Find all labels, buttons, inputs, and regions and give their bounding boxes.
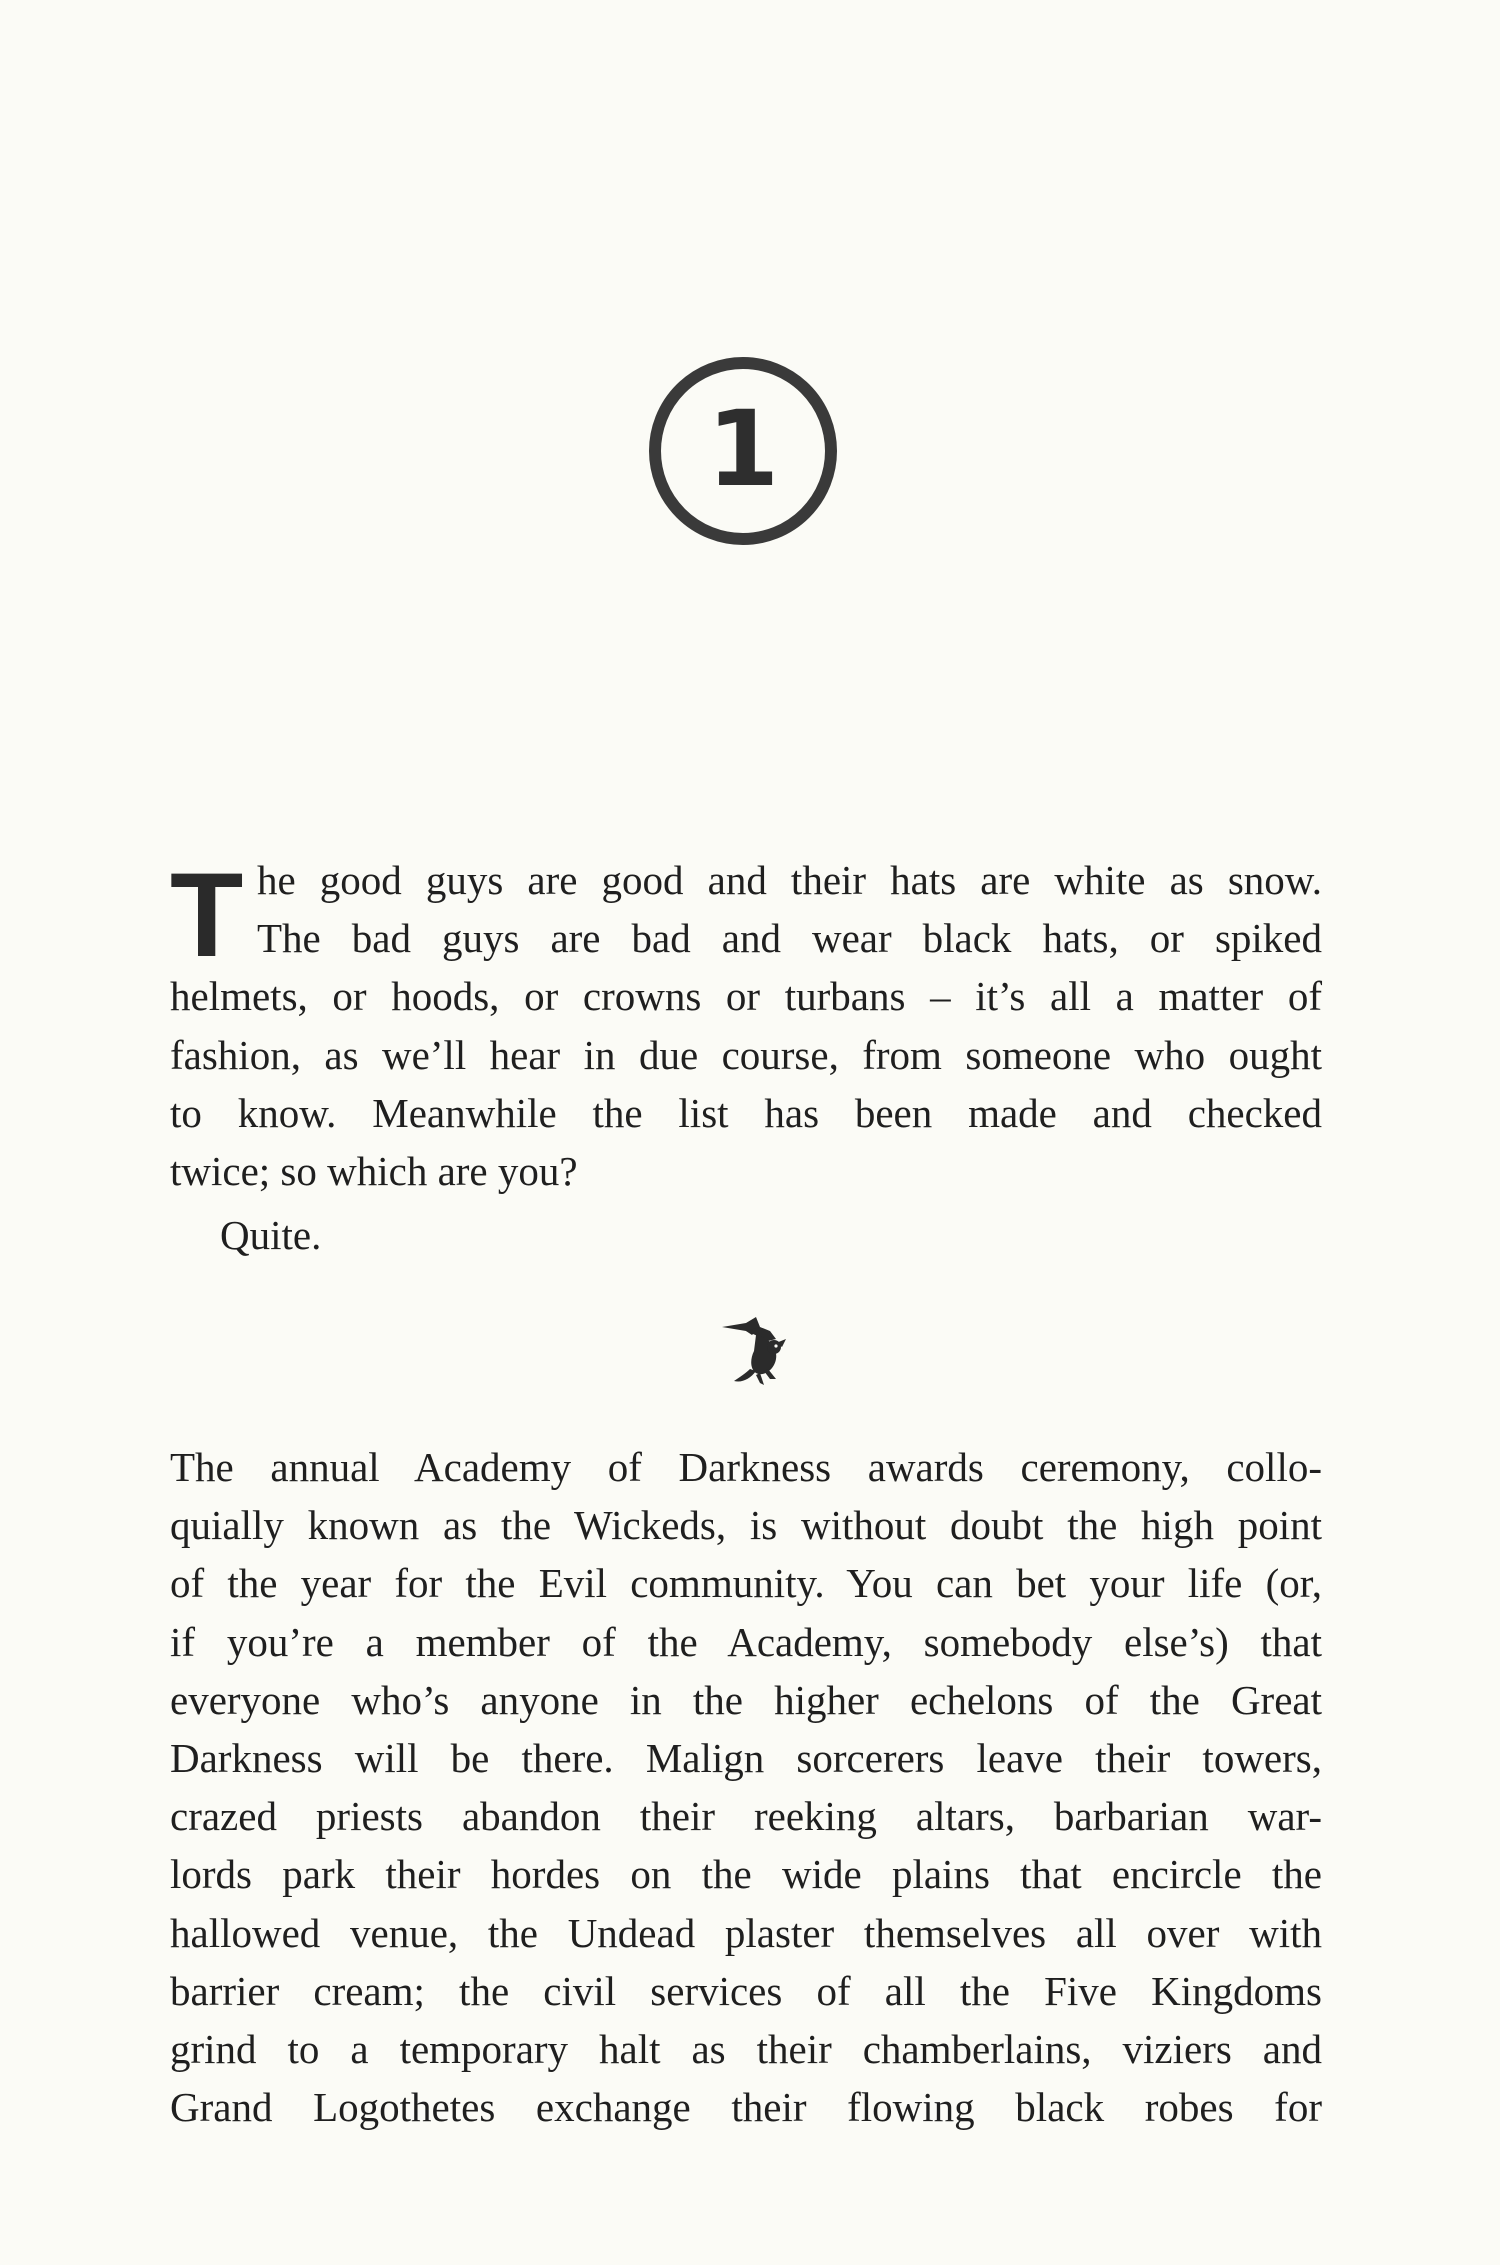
- paragraph-line: he good guys are good and their hats are white as snow.: [257, 857, 1322, 903]
- paragraph-line: barrier cream; the civil services of all the Five Kingdoms: [170, 1967, 1322, 2014]
- paragraph-line: crazed priests abandon their reeking altars, barbarian war-: [170, 1793, 1322, 1840]
- short-paragraph: Quite.: [220, 1212, 322, 1258]
- opening-paragraph: [170, 848, 1322, 1200]
- paragraph-line: The bad guys are bad and wear black hats, or spiked: [257, 915, 1322, 962]
- paragraph-line: hallowed venue, the Undead plaster themselves all over with: [170, 1909, 1322, 1956]
- chapter-number-badge: [649, 357, 837, 545]
- drop-cap: T: [170, 848, 244, 982]
- paragraph-line: Grand Logothetes exchange their flowing black robes for: [170, 2084, 1322, 2131]
- paragraph-line: fashion, as we’ll hear in due course, from someone who ought: [170, 1031, 1322, 1078]
- paragraph-line: to know. Meanwhile the list has been made and checked: [170, 1089, 1322, 1136]
- main-paragraph: [170, 1438, 1322, 2136]
- gargoyle-dragon-ornament-icon: [716, 1313, 796, 1393]
- paragraph-line: twice; so which are you?: [170, 1148, 578, 1195]
- chapter-number: 1: [706, 388, 780, 510]
- paragraph-line: of the year for the Evil community. You can bet your life (or,: [170, 1560, 1322, 1607]
- paragraph-line: quially known as the Wickeds, is without doubt the high point: [170, 1502, 1322, 1549]
- paragraph-line: The annual Academy of Darkness awards ceremony, collo-: [170, 1444, 1322, 1490]
- paragraph-line: Darkness will be there. Malign sorcerers leave their towers,: [170, 1735, 1322, 1782]
- paragraph-line: grind to a temporary halt as their chamberlains, viziers and: [170, 2026, 1322, 2073]
- paragraph-line: lords park their hordes on the wide plains that encircle the: [170, 1851, 1322, 1898]
- paragraph-line: helmets, or hoods, or crowns or turbans – it’s all a matter of: [170, 973, 1322, 1020]
- paragraph-line: everyone who’s anyone in the higher echelons of the Great: [170, 1676, 1322, 1723]
- paragraph-line: if you’re a member of the Academy, somebody else’s) that: [170, 1618, 1322, 1665]
